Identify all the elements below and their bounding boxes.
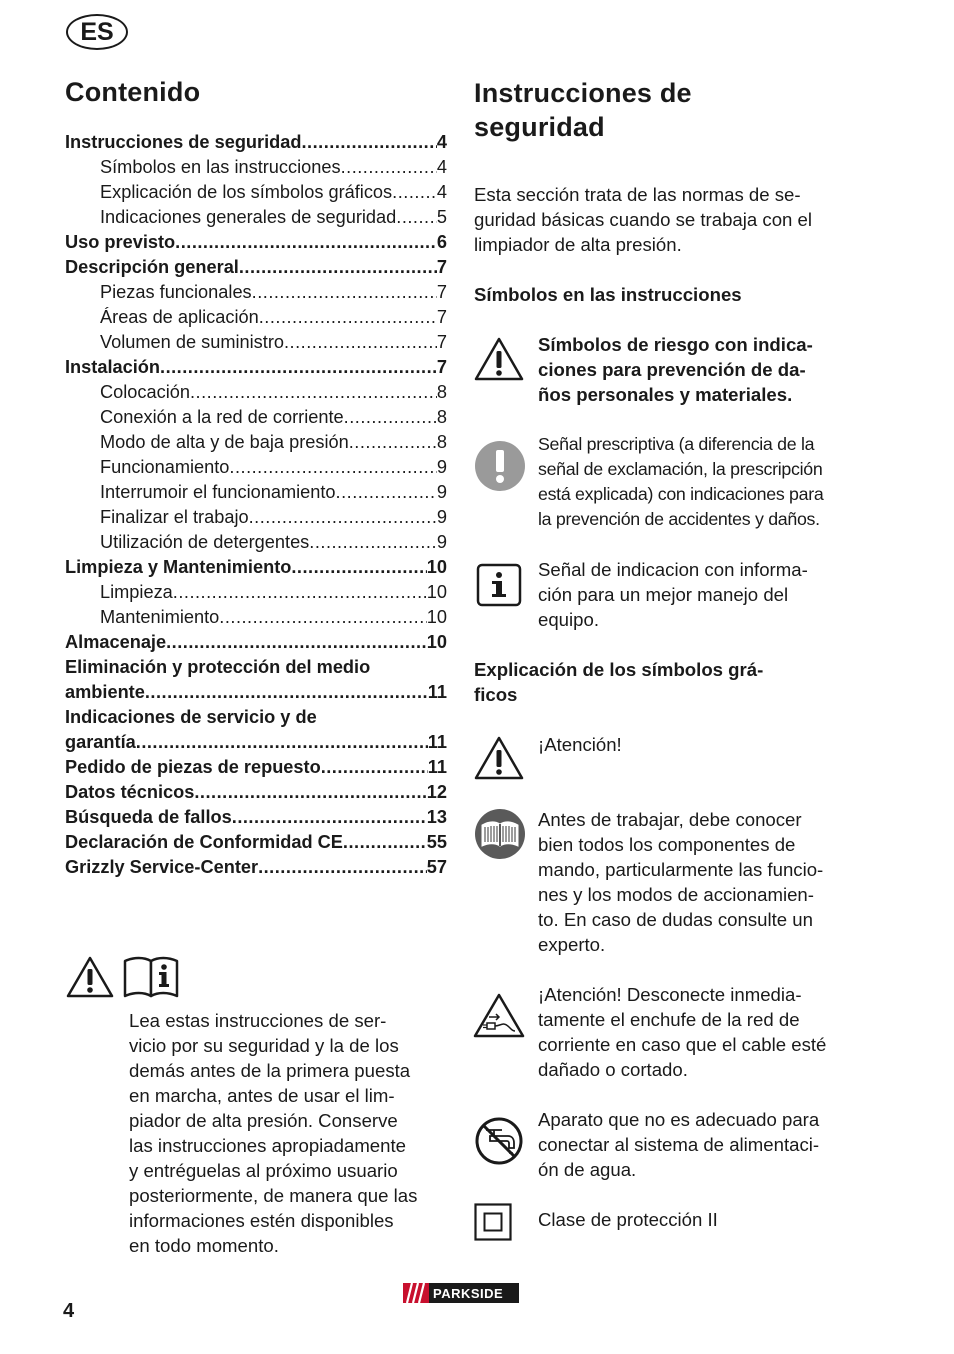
notice-line: posteriormente, de manera que las [129,1185,418,1206]
toc-entry[interactable] [65,482,447,507]
toc-entry-label: Indicaciones generales de seguridad [100,207,397,227]
toc-entry-label: Datos técnicos [65,782,195,802]
unplug-warning-icon [473,993,525,1039]
toc-entry-page: 57 [426,857,447,877]
toc-entry[interactable] [65,357,447,382]
toc-entry-label: Grizzly Service-Center [65,857,259,877]
graphics-heading-line: ficos [474,684,518,705]
graphic-line: conectar al sistema de alimentaci- [538,1134,820,1155]
toc-entry[interactable] [65,282,447,307]
symbol-3-text [538,557,878,632]
brand-stripes-icon [403,1283,429,1303]
toc-entry-label: Descripción general [65,257,239,277]
graphic-line: ¡Atención! Desconecte inmedia- [538,984,802,1005]
toc-entry-page: 9 [436,507,447,527]
toc-entry-label: Limpieza [100,582,173,602]
toc-entry-page: 5 [436,207,447,227]
toc-entry-page: 9 [436,457,447,477]
toc-entry-label: Explicación de los símbolos gráficos [100,182,393,202]
toc-entry-label: Funcionamiento [100,457,230,477]
graphic-line: to. En caso de dudas consulte un [538,909,813,930]
graphic-1-text [538,732,878,757]
toc-entry-page: 7 [436,357,447,377]
symbol-line: equipo. [538,609,600,630]
toc-entry[interactable] [65,582,447,607]
toc-entry-label: Eliminación y protección del medio [65,657,371,677]
toc-entry-page: 8 [436,382,447,402]
symbol-line: ciones para prevención de da- [538,359,806,380]
symbol-line: Señal de indicacion con informa- [538,559,808,580]
notice-line: Lea estas instrucciones de ser- [129,1010,387,1031]
symbol-line: ción para un mejor manejo del [538,584,789,605]
toc-leader-dots [349,432,437,453]
notice-line: en marcha, antes de usar el lim- [129,1085,395,1106]
graphics-heading [474,657,874,707]
symbol-line: la prevención de accidentes y daños. [538,509,820,529]
toc-leader-dots [136,732,428,753]
info-icon [476,563,522,607]
toc-entry[interactable] [65,132,447,157]
read-manual-icon [474,808,526,860]
toc-entry[interactable] [65,382,447,407]
toc-leader-dots [392,182,437,203]
graphic-line: corriente en caso que el cable esté [538,1034,827,1055]
brand-logo [403,1283,519,1303]
symbol-line: ños personales y materiales. [538,384,793,405]
toc-entry-page: 10 [426,557,447,577]
toc-leader-dots [336,482,437,503]
mandatory-exclamation-icon [474,440,526,492]
toc-leader-dots [343,832,427,853]
toc-entry-label: Áreas de aplicación [100,307,259,327]
toc-entry-label: Pedido de piezas de repuesto [65,757,321,777]
toc-entry[interactable] [65,857,447,882]
page-number: 4 [63,1300,75,1322]
intro-line: Esta sección trata de las normas de se- [474,184,801,205]
toc-entry-label: Uso previsto [65,232,176,252]
graphic-line: tamente el enchufe de la red de [538,1009,800,1030]
toc-entry[interactable] [65,157,447,182]
graphic-3-text [538,982,878,1082]
safety-notice-text [129,1008,459,1258]
toc-entry-page: 9 [436,532,447,552]
toc-entry-page: 7 [436,257,447,277]
toc-entry-label: ambiente [65,682,145,702]
graphic-line: mando, particularmente las funcio- [538,859,824,880]
warning-triangle-icon [474,336,524,382]
toc-leader-dots [259,307,437,328]
notice-line: en todo momento. [129,1235,279,1256]
toc-entry[interactable] [65,207,447,232]
toc-entry[interactable] [65,257,447,282]
toc-entry-page: 4 [436,132,447,152]
toc-entry[interactable] [65,557,447,582]
toc-entry[interactable] [65,457,447,482]
safety-title-line: seguridad [474,112,605,142]
graphic-5-text [538,1207,878,1232]
safety-intro [474,182,874,257]
notice-line: y entréguelas al próximo usuario [129,1160,398,1181]
toc-entry-label: Instrucciones de seguridad [65,132,302,152]
symbol-2-text [538,432,878,532]
toc-entry[interactable] [65,507,447,532]
graphic-line: Antes de trabajar, debe conocer [538,809,802,830]
graphic-line: nes y los modos de accionamien- [538,884,814,905]
toc-leader-dots [145,682,428,703]
toc-entry-page: 10 [426,582,447,602]
toc-entry-page: 7 [436,307,447,327]
toc-entry[interactable] [65,307,447,332]
toc-entry-label: Declaración de Conformidad CE [65,832,343,852]
symbol-line: está explicada) con indicaciones para [538,484,824,504]
toc-entry-label: Volumen de suministro [100,332,284,352]
toc-entry-label: Almacenaje [65,632,167,652]
toc-entry-page: 11 [427,732,447,752]
intro-line: guridad básicas cuando se trabaja con el [474,209,813,230]
toc-leader-dots [219,607,426,628]
toc-entry[interactable] [65,182,447,207]
toc-entry[interactable] [65,332,447,357]
safety-title [474,76,874,144]
graphic-2-text [538,807,878,957]
read-manual-info-icon [122,955,180,999]
toc-leader-dots [284,332,437,353]
toc-entry-label: Interrumoir el funcionamiento [100,482,336,502]
toc-entry[interactable] [65,407,447,432]
toc-entry[interactable] [65,632,447,657]
notice-line: piador de alta presión. Conserve [129,1110,398,1131]
toc-entry-label: Limpieza y Mantenimiento [65,557,292,577]
toc-entry-page: 7 [436,282,447,302]
graphic-line: ón de agua. [538,1159,637,1180]
symbol-line: señal de exclamación, la prescripción [538,459,823,479]
toc-leader-dots [321,757,428,778]
toc-entry-label: Indicaciones de servicio y de [65,707,317,727]
toc-leader-dots [173,582,427,603]
toc-leader-dots [194,782,426,803]
toc-leader-dots [190,382,437,403]
language-badge: ES [66,14,128,50]
toc-leader-dots [160,357,437,378]
toc-entry-page: 10 [426,632,447,652]
warning-triangle-icon [66,955,114,999]
notice-line: vicio por su seguridad y la de los [129,1035,399,1056]
toc-entry-page: 6 [436,232,447,252]
toc-leader-dots [249,507,437,528]
toc-entry-label: Modo de alta y de baja presión [100,432,349,452]
graphic-line: ¡Atención! [538,734,622,755]
no-water-supply-icon [474,1116,524,1166]
toc-entry-page: 11 [427,682,447,702]
toc-entry-page: 4 [436,157,447,177]
symbol-line: Símbolos de riesgo con indica- [538,334,813,355]
toc-leader-dots [229,457,436,478]
toc-entry-page: 8 [436,407,447,427]
intro-line: limpiador de alta presión. [474,234,682,255]
toc-leader-dots [396,207,437,228]
toc-entry-page: 4 [436,182,447,202]
graphic-4-text [538,1107,878,1182]
toc-leader-dots [232,807,427,828]
notice-line: demás antes de la primera puesta [129,1060,411,1081]
symbol-line: Señal prescriptiva (a diferencia de la [538,434,815,454]
symbol-1-text [538,332,878,407]
protection-class-ii-icon [474,1203,512,1241]
notice-line: informaciones estén disponibles [129,1210,394,1231]
graphic-line: bien todos los componentes de [538,834,796,855]
toc-entry[interactable] [65,732,447,757]
toc-entry-page: 10 [426,607,447,627]
toc-entry-page: 55 [426,832,447,852]
toc-entry-page: 9 [436,482,447,502]
toc-leader-dots [166,632,427,653]
toc-entry-label: Búsqueda de fallos [65,807,232,827]
toc-entry-page: 11 [427,757,447,777]
toc-leader-dots [175,232,437,253]
graphic-line: experto. [538,934,606,955]
toc-entry-label: garantía [65,732,136,752]
toc-leader-dots [291,557,426,578]
toc-entry-label: Piezas funcionales [100,282,252,302]
graphic-line: Aparato que no es adecuado para [538,1109,820,1130]
table-of-contents [65,132,447,882]
toc-entry-label: Mantenimiento [100,607,220,627]
toc-leader-dots [302,132,437,153]
toc-entry[interactable] [65,532,447,557]
toc-entry[interactable] [65,232,447,257]
safety-title-line: Instrucciones de [474,78,692,108]
graphic-line: dañado o cortado. [538,1059,688,1080]
toc-entry[interactable] [65,757,447,782]
toc-entry-page: 8 [436,432,447,452]
toc-entry[interactable] [65,607,447,632]
toc-entry[interactable] [65,682,447,707]
toc-title: Contenido [65,77,201,107]
toc-entry-page: 13 [426,807,447,827]
toc-entry-page: 7 [436,332,447,352]
toc-entry-page: 12 [426,782,447,802]
toc-entry-label: Utilización de detergentes [100,532,310,552]
toc-entry[interactable] [65,782,447,807]
toc-entry-label: Instalación [65,357,161,377]
toc-entry[interactable] [65,432,447,457]
toc-leader-dots [344,407,437,428]
symbols-heading: Símbolos en las instrucciones [474,284,742,305]
toc-entry-label: Colocación [100,382,190,402]
brand-name: PARKSIDE [433,1285,504,1301]
toc-entry[interactable] [65,832,447,857]
warning-triangle-icon [474,735,524,781]
toc-leader-dots [341,157,437,178]
toc-entry-label: Finalizar el trabajo [100,507,249,527]
graphic-line: Clase de protección II [538,1209,718,1230]
toc-leader-dots [258,857,427,878]
graphics-heading-line: Explicación de los símbolos grá- [474,659,764,680]
toc-entry-label: Símbolos en las instrucciones [100,157,341,177]
toc-leader-dots [252,282,437,303]
notice-line: las instrucciones apropiadamente [129,1135,406,1156]
toc-entry-label: Conexión a la red de corriente [100,407,344,427]
toc-leader-dots [239,257,437,278]
toc-leader-dots [309,532,437,553]
toc-entry[interactable] [65,807,447,832]
